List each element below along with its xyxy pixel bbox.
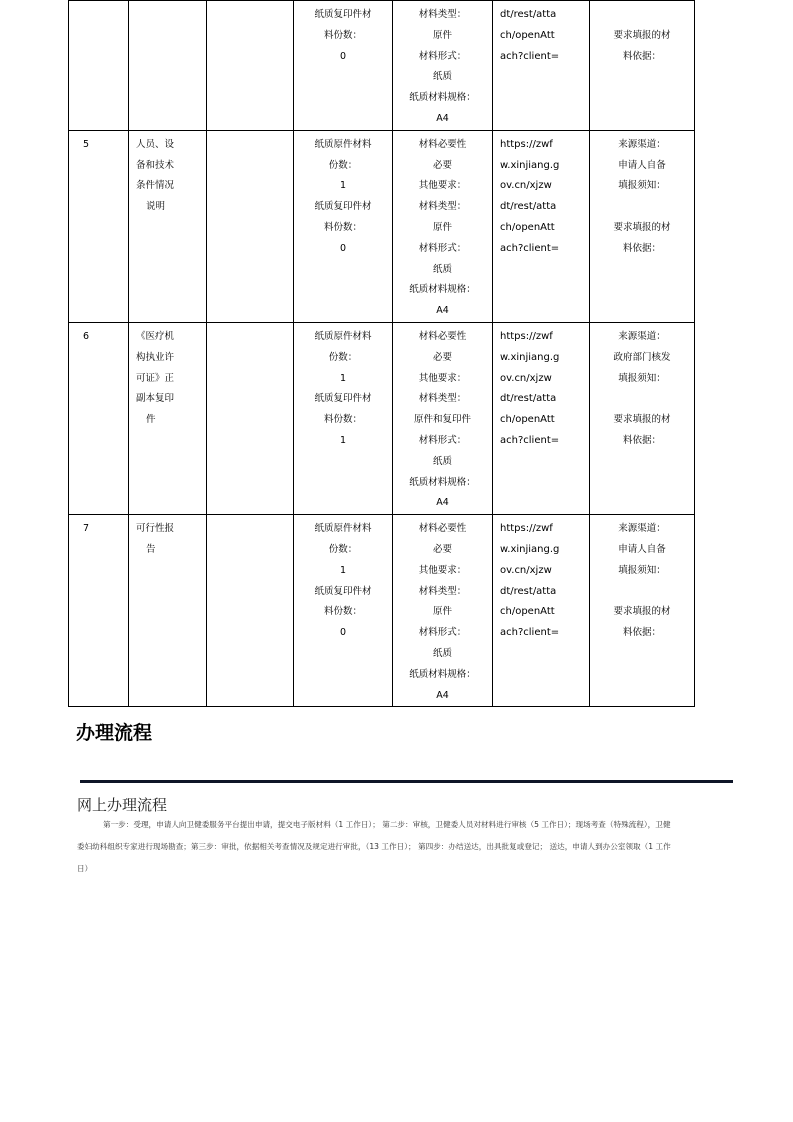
source-line: 申请人自备 — [618, 543, 666, 555]
cell-material-name — [129, 130, 207, 322]
info-line: 纸质材料规格： — [409, 668, 476, 680]
source-line: 来源渠道： — [618, 138, 666, 150]
name-line: 可行性报 — [136, 523, 175, 535]
info-line: 纸质材料规格： — [409, 284, 476, 296]
info-line: 纸质 — [432, 263, 452, 275]
url-line: ach?client= — [500, 50, 560, 62]
section-title: 办理流程 — [76, 722, 153, 744]
source-line: 填报须知： — [618, 372, 666, 384]
cell-note — [207, 515, 294, 707]
count-line: 1 — [339, 372, 347, 384]
url-line: ach?client= — [500, 627, 560, 639]
materials-table — [68, 0, 695, 707]
url-line: ach?client= — [500, 434, 560, 446]
source-line: 料依据： — [622, 434, 661, 446]
url-line: ach?client= — [500, 242, 560, 254]
count-line: 料份数： — [323, 606, 362, 618]
info-line: 纸质 — [432, 647, 452, 659]
source-line — [590, 389, 694, 410]
source-line: 来源渠道： — [618, 523, 666, 535]
count-line: 份数： — [328, 543, 358, 555]
info-line: A4 — [436, 497, 449, 509]
cell-info — [393, 322, 493, 514]
info-line: A4 — [436, 689, 449, 701]
cell-note — [207, 322, 294, 514]
cell-count — [294, 515, 393, 707]
info-line: 纸质 — [432, 455, 452, 467]
info-line: 材料必要性 — [418, 138, 467, 150]
url-line: https://zwf — [500, 138, 553, 150]
url-line: w.xinjiang.g — [500, 159, 560, 171]
info-line: 纸质材料规格： — [409, 476, 476, 488]
cell-source — [590, 322, 695, 514]
source-line: 料依据： — [622, 627, 661, 639]
cell-count — [294, 322, 393, 514]
source-line — [590, 197, 694, 218]
cell-count — [294, 1, 393, 131]
count-line: 1 — [339, 434, 347, 446]
source-line: 料依据： — [622, 50, 661, 62]
url-line: dt/rest/atta — [500, 201, 557, 213]
source-line — [590, 5, 694, 26]
count-line: 0 — [339, 242, 347, 254]
row-number: 7 — [83, 523, 90, 535]
name-line: 件 — [146, 414, 156, 426]
url-line: ov.cn/xjzw — [500, 564, 552, 576]
table-row — [69, 1, 695, 131]
cell-note — [207, 130, 294, 322]
source-line: 政府部门核发 — [613, 351, 671, 363]
count-line: 纸质复印件材 — [314, 201, 372, 213]
cell-number — [69, 322, 129, 514]
count-line: 纸质复印件材 — [314, 393, 372, 405]
info-line: 其他要求： — [418, 180, 467, 192]
info-line: 材料类型： — [418, 393, 467, 405]
source-line — [590, 582, 694, 603]
cell-number — [69, 515, 129, 707]
name-line: 人员、设 — [136, 138, 175, 150]
count-line: 纸质原件材料 — [314, 330, 372, 342]
source-line: 来源渠道： — [618, 330, 666, 342]
count-line: 纸质原件材料 — [314, 138, 372, 150]
section-divider — [80, 780, 733, 783]
count-line: 纸质复印件材 — [314, 585, 372, 597]
cell-material-name — [129, 515, 207, 707]
count-line: 1 — [339, 180, 347, 192]
table-row — [69, 322, 695, 514]
info-line: 必要 — [432, 351, 452, 363]
info-line: 材料形式： — [418, 242, 467, 254]
name-line: 条件情况 — [136, 180, 175, 192]
source-line: 填报须知： — [618, 180, 666, 192]
info-line: 原件和复印件 — [413, 414, 471, 426]
cell-number — [69, 1, 129, 131]
url-line: ch/openAtt — [500, 606, 555, 618]
info-line: 必要 — [432, 543, 452, 555]
cell-number — [69, 130, 129, 322]
count-line: 份数： — [328, 351, 358, 363]
info-line: 材料必要性 — [418, 523, 467, 535]
cell-count — [294, 130, 393, 322]
info-line: 材料类型： — [418, 9, 467, 20]
cell-source — [590, 1, 695, 131]
url-line: w.xinjiang.g — [500, 351, 560, 363]
cell-url — [493, 515, 590, 707]
url-line: dt/rest/atta — [500, 585, 557, 597]
table-row — [69, 130, 695, 322]
info-line: 材料形式： — [418, 627, 467, 639]
count-line: 纸质复印件材 — [314, 9, 372, 20]
count-line: 1 — [339, 564, 347, 576]
name-line: 可证》正 — [136, 372, 175, 384]
info-line: 纸质 — [432, 71, 452, 83]
url-line: https://zwf — [500, 330, 553, 342]
info-line: 材料类型： — [418, 585, 467, 597]
name-line: 告 — [146, 543, 156, 555]
cell-note — [207, 1, 294, 131]
cell-material-name — [129, 322, 207, 514]
cell-info — [393, 515, 493, 707]
name-line: 副本复印 — [136, 393, 175, 405]
cell-source — [590, 130, 695, 322]
count-line: 料份数： — [323, 29, 362, 41]
info-line: 材料形式： — [418, 434, 467, 446]
online-process-title: 网上办理流程 — [77, 796, 168, 814]
name-line: 构执业许 — [136, 351, 175, 363]
source-line: 要求填报的材 — [613, 221, 671, 233]
process-steps-text: 第一步：受理，申请人向卫健委服务平台提出申请，提交电子版材料（1 工作日）； 第二步：审核，卫健委人员对材料进行审核（5 工作日）；现场考查（特殊流程），卫健委妇幼科组织专家进行现场勘查；第三步：审批，依据相关考查情况及规定进行审批，（13 工作日）； 第四步：办结送达，出具批复或登记； 送达，申请人到办公室领取（1 工作日） — [77, 820, 671, 873]
count-line: 料份数： — [323, 221, 362, 233]
count-line: 0 — [339, 627, 347, 639]
url-line: ch/openAtt — [500, 221, 555, 233]
cell-source — [590, 515, 695, 707]
info-line: A4 — [436, 112, 449, 124]
url-line: w.xinjiang.g — [500, 543, 560, 555]
cell-url — [493, 1, 590, 131]
cell-material-name — [129, 1, 207, 131]
source-line: 要求填报的材 — [613, 414, 671, 426]
info-line: 原件 — [432, 606, 452, 618]
process-steps — [77, 814, 677, 880]
url-line: dt/rest/atta — [500, 9, 557, 20]
row-number: 5 — [83, 138, 90, 150]
table-row — [69, 515, 695, 707]
cell-url — [493, 322, 590, 514]
info-line: 原件 — [432, 29, 452, 41]
url-line: https://zwf — [500, 523, 553, 535]
row-number: 6 — [83, 330, 90, 342]
info-line: 材料类型： — [418, 201, 467, 213]
count-line: 料份数： — [323, 414, 362, 426]
info-line: 原件 — [432, 221, 452, 233]
source-line: 要求填报的材 — [613, 29, 671, 41]
url-line: ch/openAtt — [500, 29, 555, 41]
name-line: 备和技术 — [136, 159, 175, 171]
source-line: 申请人自备 — [618, 159, 666, 171]
cell-info — [393, 1, 493, 131]
info-line: A4 — [436, 305, 449, 317]
count-line: 0 — [339, 50, 347, 62]
info-line: 材料必要性 — [418, 330, 467, 342]
cell-info — [393, 130, 493, 322]
url-line: ch/openAtt — [500, 414, 555, 426]
url-line: dt/rest/atta — [500, 393, 557, 405]
source-line: 料依据： — [622, 242, 661, 254]
count-line: 纸质原件材料 — [314, 523, 372, 535]
url-line: ov.cn/xjzw — [500, 180, 552, 192]
cell-url — [493, 130, 590, 322]
info-line: 材料形式： — [418, 50, 467, 62]
info-line: 必要 — [432, 159, 452, 171]
source-line: 填报须知： — [618, 564, 666, 576]
info-line: 纸质材料规格： — [409, 92, 476, 104]
url-line: ov.cn/xjzw — [500, 372, 552, 384]
source-line: 要求填报的材 — [613, 606, 671, 618]
name-line: 说明 — [146, 201, 166, 213]
info-line: 其他要求： — [418, 372, 467, 384]
info-line: 其他要求： — [418, 564, 467, 576]
count-line: 份数： — [328, 159, 358, 171]
name-line: 《医疗机 — [136, 330, 175, 342]
